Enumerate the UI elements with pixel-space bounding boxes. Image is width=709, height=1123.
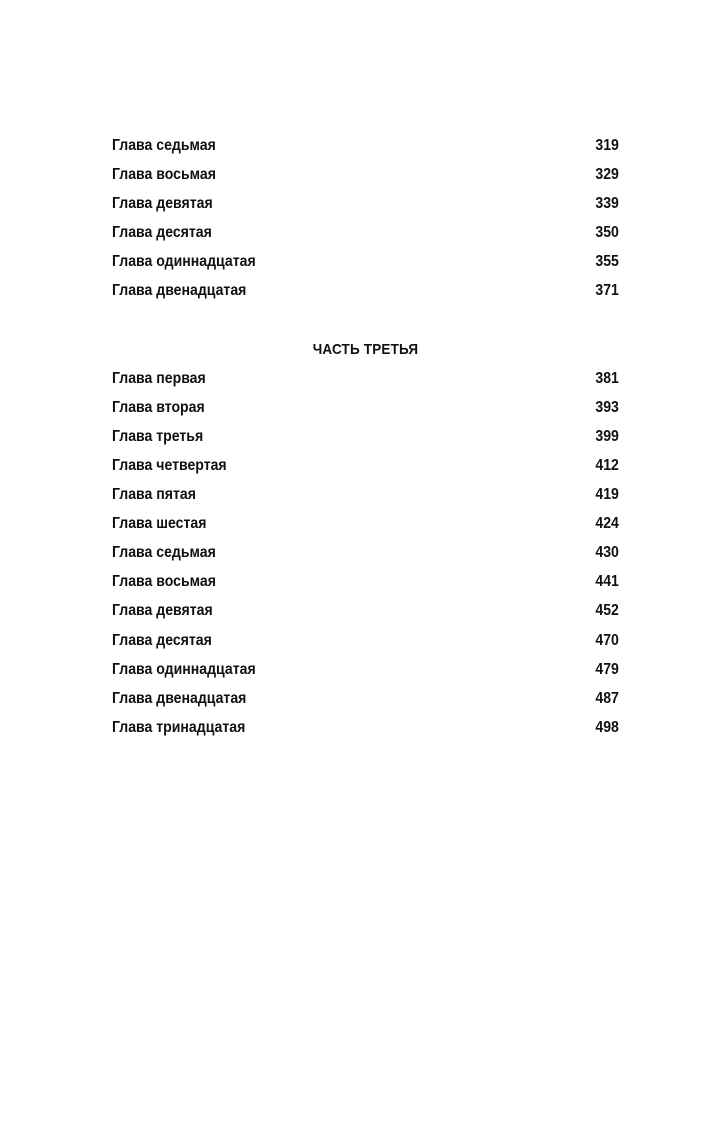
toc-entry-title: Глава двенадцатая (112, 282, 247, 300)
toc-entry-title: Глава одиннадцатая (112, 660, 256, 678)
toc-entry[interactable] (112, 713, 619, 742)
toc-entry-title: Глава девятая (112, 602, 213, 620)
toc-section-part-three (112, 335, 619, 742)
toc-entry-page: 441 (595, 573, 619, 591)
toc-entry-title: Глава четвертая (112, 456, 227, 474)
toc-entry-page: 339 (595, 195, 619, 213)
toc-entry-title: Глава седьмая (112, 544, 216, 562)
toc-entry[interactable] (112, 393, 619, 422)
toc-entry-title: Глава тринадцатая (112, 718, 246, 736)
toc-entry[interactable] (112, 451, 619, 480)
toc-entry-page: 479 (595, 660, 619, 678)
toc-entry-page: 470 (595, 631, 619, 649)
table-of-contents (112, 131, 619, 742)
toc-entry[interactable] (112, 218, 619, 247)
toc-entry-title: Глава третья (112, 427, 204, 445)
toc-entry-page: 393 (595, 398, 619, 416)
toc-entry-page: 498 (595, 718, 619, 736)
toc-entry-title: Глава пятая (112, 486, 196, 504)
toc-entry[interactable] (112, 422, 619, 451)
toc-entry[interactable] (112, 189, 619, 218)
toc-entry[interactable] (112, 684, 619, 713)
toc-entry-title: Глава вторая (112, 398, 205, 416)
toc-entry-title: Глава восьмая (112, 166, 216, 184)
toc-entry[interactable] (112, 596, 619, 625)
toc-entry-page: 424 (595, 515, 619, 533)
toc-entry-page: 487 (595, 689, 619, 707)
toc-entry[interactable] (112, 480, 619, 509)
toc-section-part-two-continued (112, 131, 619, 306)
toc-entry[interactable] (112, 626, 619, 655)
toc-entry-page: 412 (595, 456, 619, 474)
toc-entry[interactable] (112, 364, 619, 393)
toc-entry-page: 419 (595, 486, 619, 504)
toc-entry-page: 381 (595, 369, 619, 387)
toc-entry-page: 371 (595, 282, 619, 300)
toc-entry[interactable] (112, 276, 619, 305)
toc-entry[interactable] (112, 655, 619, 684)
toc-entry-page: 350 (595, 224, 619, 242)
toc-entry-title: Глава шестая (112, 515, 207, 533)
toc-entry[interactable] (112, 247, 619, 276)
toc-entry[interactable] (112, 567, 619, 596)
toc-entry-title: Глава одиннадцатая (112, 253, 256, 271)
toc-entry-page: 319 (595, 137, 619, 154)
toc-entry-page: 430 (595, 544, 619, 562)
toc-entry[interactable] (112, 538, 619, 567)
toc-entry[interactable] (112, 509, 619, 538)
part-heading: ЧАСТЬ ТРЕТЬЯ (312, 340, 419, 358)
toc-entry-title: Глава десятая (112, 224, 212, 242)
toc-entry-page: 329 (595, 166, 619, 184)
toc-entry-title: Глава двенадцатая (112, 689, 247, 707)
toc-entry-title: Глава восьмая (112, 573, 216, 591)
toc-entry-title: Глава седьмая (112, 137, 216, 154)
toc-entry-page: 452 (595, 602, 619, 620)
toc-entry-title: Глава десятая (112, 631, 212, 649)
toc-entry-page: 355 (595, 253, 619, 271)
toc-entry-title: Глава девятая (112, 195, 213, 213)
toc-entry-title: Глава первая (112, 369, 206, 387)
toc-entry[interactable] (112, 160, 619, 189)
toc-entry-page: 399 (595, 427, 619, 445)
toc-entry[interactable] (112, 131, 619, 160)
